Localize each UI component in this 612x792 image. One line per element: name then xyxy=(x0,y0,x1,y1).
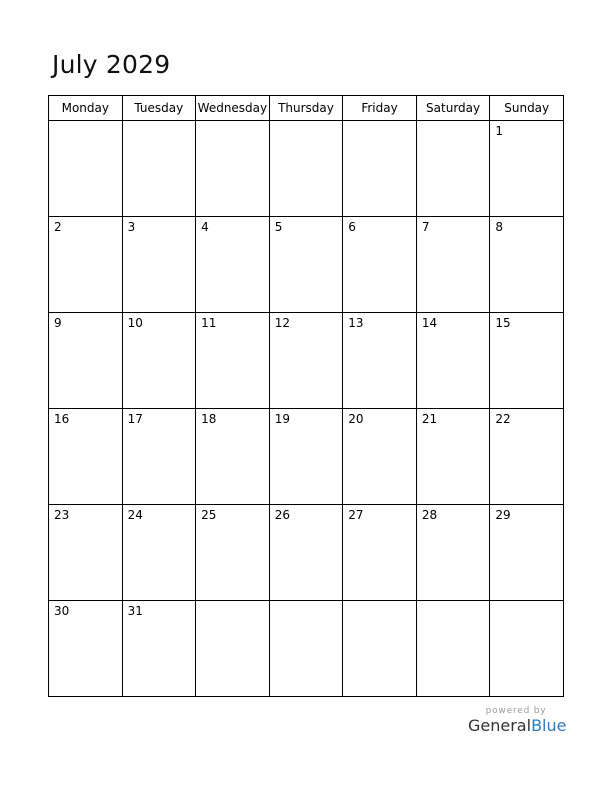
calendar-day-cell xyxy=(49,601,123,697)
calendar-day-cell xyxy=(196,409,270,505)
footer-branding xyxy=(468,706,567,735)
calendar-day-cell xyxy=(416,409,490,505)
day-number xyxy=(270,601,343,604)
weekday-header-tuesday: Tuesday xyxy=(122,96,196,121)
day-number: 12 xyxy=(274,316,290,330)
day-number: 25 xyxy=(201,508,217,522)
day-number xyxy=(343,121,416,124)
calendar-day-cell xyxy=(49,121,123,217)
powered-by-text: powered by xyxy=(485,706,547,716)
day-number: 23 xyxy=(54,508,70,522)
day-number: 17 xyxy=(127,412,143,426)
day-number: 20 xyxy=(348,412,364,426)
day-number: 18 xyxy=(201,412,217,426)
calendar-day-cell xyxy=(49,217,123,313)
day-number: 19 xyxy=(274,412,290,426)
day-number: 13 xyxy=(348,316,364,330)
brand-logo xyxy=(468,716,567,735)
calendar-week-row xyxy=(49,505,564,601)
day-number: 11 xyxy=(201,316,217,330)
calendar-week-row xyxy=(49,313,564,409)
calendar-day-cell xyxy=(490,601,564,697)
calendar-day-cell xyxy=(490,505,564,601)
day-number xyxy=(196,601,269,604)
day-number xyxy=(490,601,563,604)
calendar-day-cell xyxy=(49,313,123,409)
calendar-day-cell xyxy=(122,121,196,217)
brand-general: General xyxy=(468,716,532,735)
calendar-day-cell xyxy=(490,409,564,505)
day-number: 6 xyxy=(348,220,356,234)
weekday-header-wednesday: Wednesday xyxy=(196,96,270,121)
calendar-day-cell xyxy=(490,313,564,409)
weekday-header-friday: Friday xyxy=(343,96,417,121)
weekday-header-sunday: Sunday xyxy=(490,96,564,121)
calendar-day-cell xyxy=(343,409,417,505)
calendar-title: July 2029 xyxy=(52,50,171,79)
day-number xyxy=(49,121,122,124)
day-number xyxy=(343,601,416,604)
calendar-day-cell xyxy=(122,313,196,409)
calendar-day-cell xyxy=(122,409,196,505)
weekday-header-thursday: Thursday xyxy=(269,96,343,121)
day-number: 31 xyxy=(127,604,143,618)
weekday-header-monday: Monday xyxy=(49,96,123,121)
calendar-day-cell xyxy=(196,505,270,601)
day-number: 4 xyxy=(201,220,209,234)
day-number: 24 xyxy=(127,508,143,522)
day-number: 3 xyxy=(127,220,136,234)
calendar-day-cell xyxy=(416,217,490,313)
weekday-header-saturday: Saturday xyxy=(416,96,490,121)
day-number xyxy=(417,121,490,124)
day-number xyxy=(270,121,343,124)
calendar-day-cell xyxy=(490,217,564,313)
calendar-day-cell xyxy=(343,313,417,409)
day-number: 8 xyxy=(495,220,504,234)
calendar-day-cell xyxy=(416,121,490,217)
day-number: 16 xyxy=(54,412,70,426)
calendar-day-cell xyxy=(416,505,490,601)
calendar-day-cell xyxy=(269,505,343,601)
calendar-day-cell xyxy=(490,121,564,217)
calendar-day-cell xyxy=(269,313,343,409)
calendar-week-row xyxy=(49,409,564,505)
day-number: 30 xyxy=(54,604,70,618)
calendar-day-cell xyxy=(343,217,417,313)
calendar-day-cell xyxy=(269,121,343,217)
calendar-day-cell xyxy=(122,505,196,601)
calendar-day-cell xyxy=(269,601,343,697)
day-number xyxy=(123,121,196,124)
calendar-day-cell xyxy=(196,217,270,313)
calendar-week-row xyxy=(49,217,564,313)
calendar-day-cell xyxy=(343,505,417,601)
brand-blue: Blue xyxy=(531,716,567,735)
calendar-day-cell xyxy=(416,313,490,409)
day-number: 26 xyxy=(274,508,290,522)
day-number xyxy=(196,121,269,124)
weekday-header-row xyxy=(49,96,564,121)
day-number: 9 xyxy=(54,316,62,330)
calendar-day-cell xyxy=(49,505,123,601)
day-number: 5 xyxy=(274,220,283,234)
calendar-day-cell xyxy=(196,121,270,217)
day-number: 21 xyxy=(421,412,438,426)
calendar-grid xyxy=(48,95,564,697)
day-number: 15 xyxy=(495,316,511,330)
day-number: 28 xyxy=(421,508,438,522)
day-number: 1 xyxy=(495,124,504,138)
calendar-day-cell xyxy=(269,217,343,313)
day-number: 14 xyxy=(421,316,438,330)
calendar-day-cell xyxy=(269,409,343,505)
calendar-week-row xyxy=(49,601,564,697)
day-number: 10 xyxy=(127,316,143,330)
day-number: 27 xyxy=(348,508,364,522)
calendar-day-cell xyxy=(416,601,490,697)
calendar-day-cell xyxy=(343,121,417,217)
calendar-week-row xyxy=(49,121,564,217)
calendar-day-cell xyxy=(196,601,270,697)
day-number: 7 xyxy=(421,220,430,234)
calendar-day-cell xyxy=(122,601,196,697)
day-number: 29 xyxy=(495,508,511,522)
calendar-day-cell xyxy=(196,313,270,409)
calendar-day-cell xyxy=(122,217,196,313)
day-number xyxy=(417,601,490,604)
day-number: 2 xyxy=(54,220,62,234)
calendar-day-cell xyxy=(49,409,123,505)
calendar-day-cell xyxy=(343,601,417,697)
day-number: 22 xyxy=(495,412,511,426)
